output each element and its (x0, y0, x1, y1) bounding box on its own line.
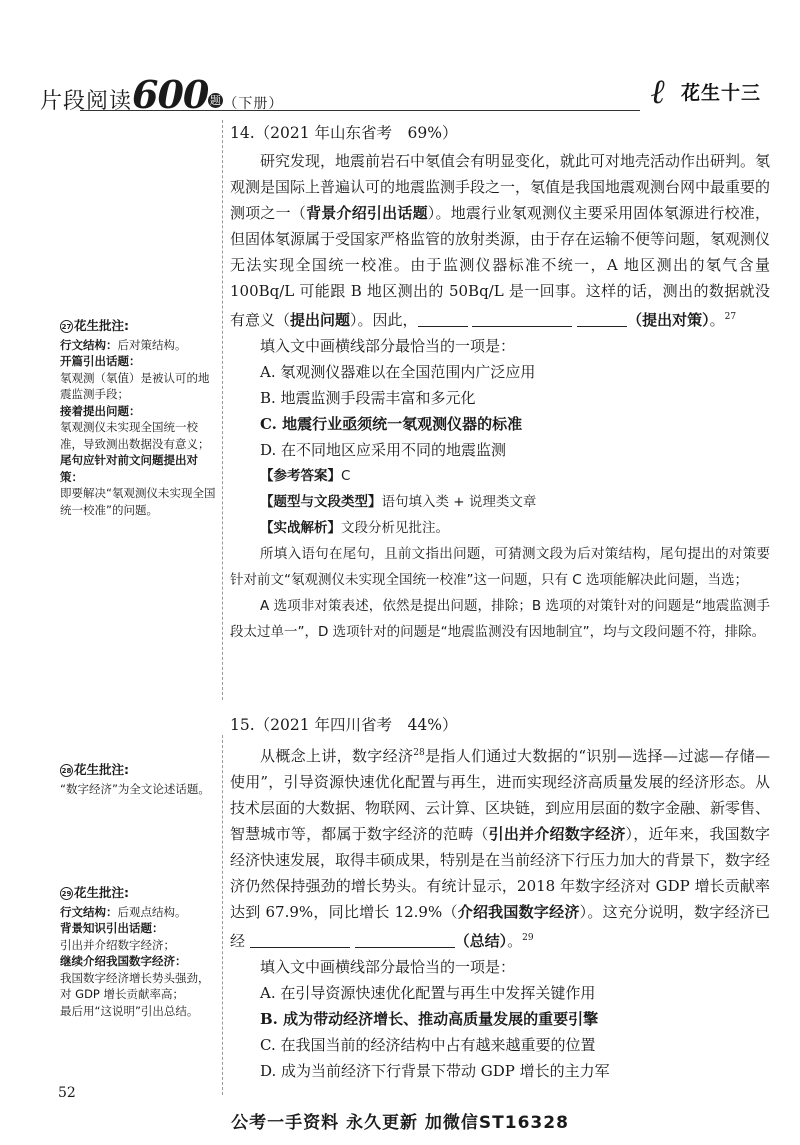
option-b: B. 成为带动经济增长、推动高质量发展的重要引擎 (260, 1010, 599, 1028)
question-14 (230, 120, 770, 645)
annotation-line: 继续介绍我国数字经济： (60, 954, 187, 968)
question-passage: 研究发现，地震前岩石中氡值会有明显变化，就此可对地壳活动作出研判。氡观测是国际上普遍认可的地震监测手段之一，氡值是我国地震观测台网中最重要的测项之一（背景介绍引出话题）。地震行业氡观测仪主要采用固体氡源进行校准，但固体氡源属于受国家严格监管的放射类源，由于存在运输不便等问题，氡观测仪无法实现全国统一校准。由于监测仪器标准不统一，A 地区测出的氡气含量 100Bq/L 可能跟 B 地区测出的 50Bq/L 是一回事。这样的话，测出的数据就没有意义（提出问题）。因此， （提出对策）。$^{27}$ (230, 152, 771, 329)
question-prompt: 填入文中画横线部分最恰当的一项是： (260, 337, 516, 355)
option-c: C. 在我国当前的经济结构中占有越来越重要的位置 (260, 1036, 596, 1054)
annotation-28 (60, 762, 220, 797)
option-b: B. 地震监测手段需丰富和多元化 (260, 389, 476, 407)
annotation-text: “数字经济”为全文论述话题。 (60, 781, 210, 796)
question-prompt: 填入文中画横线部分最恰当的一项是： (260, 958, 516, 976)
answer-blank (418, 313, 468, 327)
answer-blank (355, 934, 455, 948)
annotation-27 (60, 318, 220, 518)
annotation-line: 氡观测仪未实现全国统一校准，导致测出数据没有意义； (60, 420, 210, 451)
question-passage: 从概念上讲，数字经济$^{28}$是指人们通过大数据的“识别—选择—过滤—存储—使用”，引导资源快速优化配置与再生，进而实现经济高质量发展的经济形态。从技术层面的大数据、物联网、云计算、区块链，到应用层面的数字金融、新零售、智慧城市等，都属于数字经济的范畴（引出并介绍数字经济），近年来，我国数字经济快速发展，取得丰硕成果，特别是在当前经济下行压力加大的背景下，数字经济仍然保持强劲的增长势头。有统计显示，2018 年数字经济对 GDP 增长贡献率达到 67.9%，同比增长 12.9%（介绍我国数字经济）。这充分说明，数字经济已经 （总结）。$^{29}$ (230, 747, 771, 950)
question-title: 15.（2021 年四川省考 44%） (230, 716, 458, 734)
book-title-number: 600 (132, 72, 209, 117)
question-15 (230, 712, 770, 1084)
footnote-marker: 28 (413, 748, 425, 758)
type-line: 【题型与文段类型】语句填入类 + 说理类文章 (260, 494, 537, 510)
annotation-line: 开篇引出话题： (60, 354, 141, 368)
brand-name: 花生十三 (680, 82, 761, 104)
annotation-line: 引出并介绍数字经济； (60, 937, 175, 952)
option-c: C. 地震行业亟须统一氡观测仪器的标准 (260, 415, 523, 433)
option-a: A. 氡观测仪器难以在全国范围内广泛应用 (260, 363, 536, 381)
footnote-marker: 27 (724, 312, 737, 322)
question-title: 14.（2021 年山东省考 69%） (230, 124, 458, 142)
annotation-line: 氡观测（氡值）是被认可的地震监测手段； (60, 370, 210, 401)
footer-text: 公考一手资料 永久更新 加微信ST16328 (231, 1113, 569, 1133)
analysis-line: 【实战解析】文段分析见批注。 (260, 520, 449, 536)
explanation-paragraph: 所填入语句在尾句，且前文指出问题，可猜测文段为后对策结构，尾句提出的对策要针对前文“氡观测仪未实现全国统一校准”这一问题，只有 C 选项能解决此问题，当选； (230, 546, 770, 588)
annotation-heading: 花生批注: (74, 318, 129, 333)
annotation-line: 背景知识引出话题： (60, 921, 164, 935)
book-title-prefix: 片段阅读 (40, 89, 133, 114)
answer-line: 【参考答案】C (260, 468, 351, 484)
annotation-line: 即要解决“氡观测仪未实现全国统一校准”的问题。 (60, 486, 216, 517)
book-title-qu: 题 (209, 94, 222, 107)
annotation-29 (60, 885, 220, 1019)
answer-blank (250, 934, 350, 948)
badge-icon: 28 (60, 764, 73, 777)
option-a: A. 在引导资源快速优化配置与再生中发挥关键作用 (260, 984, 596, 1002)
page-header (40, 50, 765, 117)
answer-blank (472, 313, 572, 327)
brand-logo (625, 70, 765, 112)
header-rule (80, 110, 640, 111)
badge-icon: 29 (60, 887, 73, 900)
margin-divider (222, 735, 223, 1095)
annotation-heading: 花生批注: (74, 762, 129, 777)
annotation-line: 行文结构：后对策结构。 (60, 337, 187, 352)
annotation-line: 行文结构：后观点结构。 (60, 904, 187, 919)
footnote-marker: 29 (522, 933, 534, 943)
annotation-line: 尾句应针对前文问题提出对策： (60, 453, 198, 484)
book-volume: （下册） (223, 96, 284, 112)
option-d: D. 成为当前经济下行背景下带动 GDP 增长的主力军 (260, 1062, 610, 1080)
annotation-line: 我国数字经济增长势头强劲，对 GDP 增长贡献率高； (60, 970, 210, 1001)
explanation-paragraph: A 选项非对策表述，依然是提出问题，排除；B 选项的对策针对的问题是“地震监测手段太过单一”，D 选项针对的问题是“地震监测没有因地制宜”，均与文段问题不符，排除。 (230, 598, 770, 640)
margin-divider (222, 120, 223, 700)
annotation-line: 接着提出问题： (60, 403, 141, 418)
annotation-line: 最后用“这说明”引出总结。 (60, 1003, 199, 1018)
annotation-heading: 花生批注: (74, 885, 129, 900)
answer-blank (577, 313, 627, 327)
option-d: D. 在不同地区应采用不同的地震监测 (260, 441, 507, 459)
page-number: 52 (58, 1085, 76, 1101)
badge-icon: 27 (60, 320, 73, 333)
leaf-icon: ℓ (651, 72, 666, 112)
